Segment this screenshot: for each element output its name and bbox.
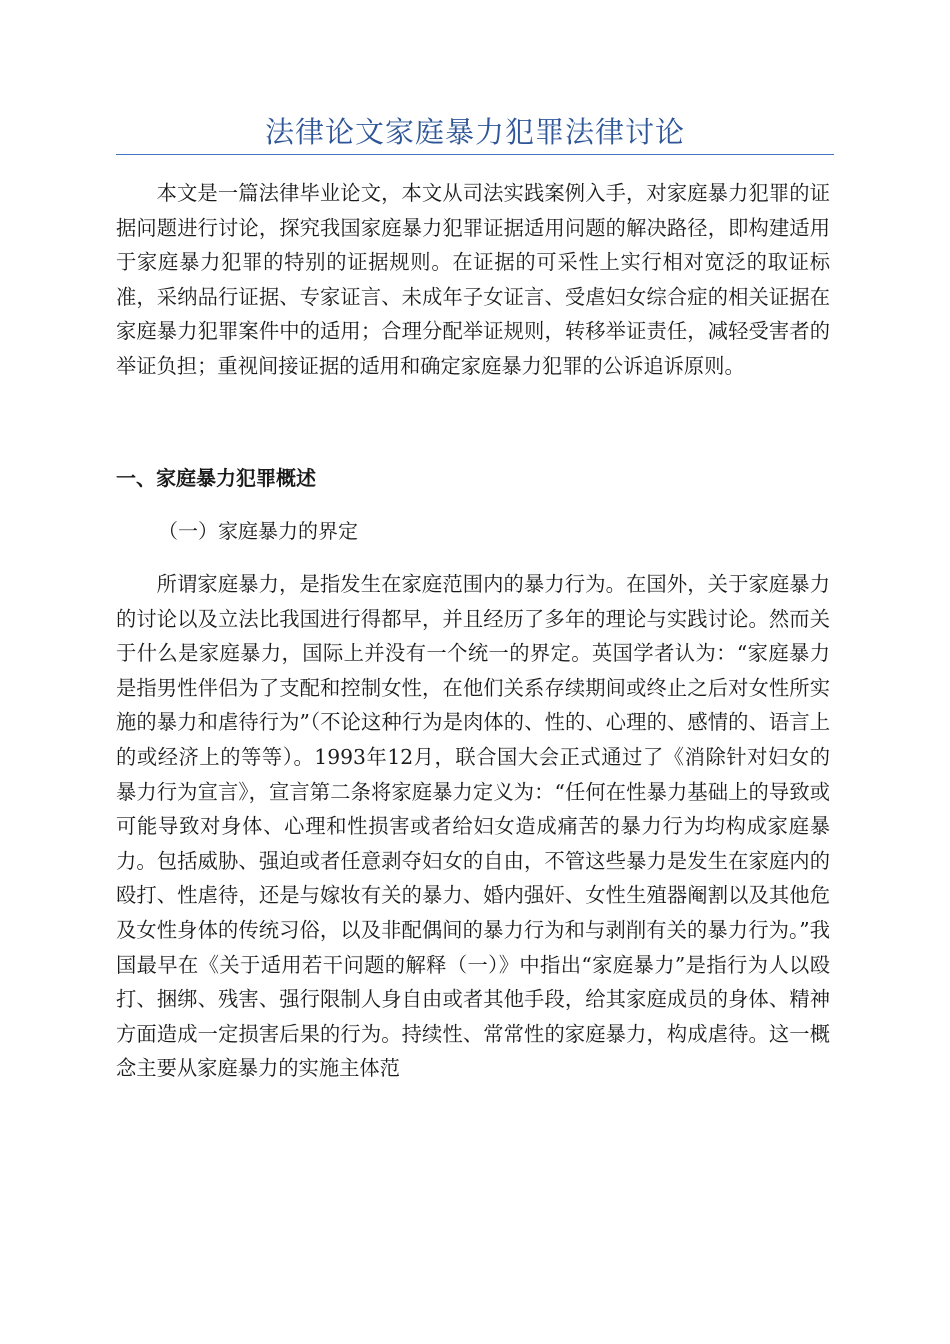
title-underline [116, 154, 834, 155]
abstract-paragraph: 本文是一篇法律毕业论文，本文从司法实践案例入手，对家庭暴力犯罪的证据问题进行讨论，探究我国家庭暴力犯罪证据适用问题的解决路径，即构建适用于家庭暴力犯罪的特别的证据规则。在证据的可采性上实行相对宽泛的取证标准，采纳品行证据、专家证言、未成年子女证言、受虐妇女综合症的相关证据在家庭暴力犯罪案件中的适用；合理分配举证规则，转移举证责任，减轻受害者的举证负担；重视间接证据的适用和确定家庭暴力犯罪的公诉追诉原则。 [116, 181, 830, 378]
subsection-heading: （一）家庭暴力的界定 [158, 519, 358, 543]
section-heading: 一、家庭暴力犯罪概述 [116, 466, 316, 490]
body-paragraph: 所谓家庭暴力，是指发生在家庭范围内的暴力行为。在国外，关于家庭暴力的讨论以及立法比我国进行得都早，并且经历了多年的理论与实践讨论。然而关于什么是家庭暴力，国际上并没有一个统一的界定。英国学者认为：“家庭暴力是指男性伴侣为了支配和控制女性，在他们关系存续期间或终止之后对女性所实施的暴力和虐待行为”（不论这种行为是肉体的、性的、心理的、感情的、语言上的或经济上的等等）。1993年12月，联合国大会正式通过了《消除针对妇女的暴力行为宣言》，宣言第二条将家庭暴力定义为：“任何在性暴力基础上的导致或可能导致对身体、心理和性损害或者给妇女造成痛苦的暴力行为均构成家庭暴力。包括威胁、强迫或者任意剥夺妇女的自由，不管这些暴力是发生在家庭内的殴打、性虐待，还是与嫁妆有关的暴力、婚内强奸、女性生殖器阉割以及其他危及女性身体的传统习俗，以及非配偶间的暴力行为和与剥削有关的暴力行为。”我国最早在《关于适用若干问题的解释（一）》中指出“家庭暴力”是指行为人以殴打、捆绑、残害、强行限制人身自由或者其他手段，给其家庭成员的身体、精神方面造成一定损害后果的行为。持续性、常常性的家庭暴力，构成虐待。这一概念主要从家庭暴力的实施主体范 [116, 572, 830, 1081]
document-title: 法律论文家庭暴力犯罪法律讨论 [264, 115, 685, 149]
